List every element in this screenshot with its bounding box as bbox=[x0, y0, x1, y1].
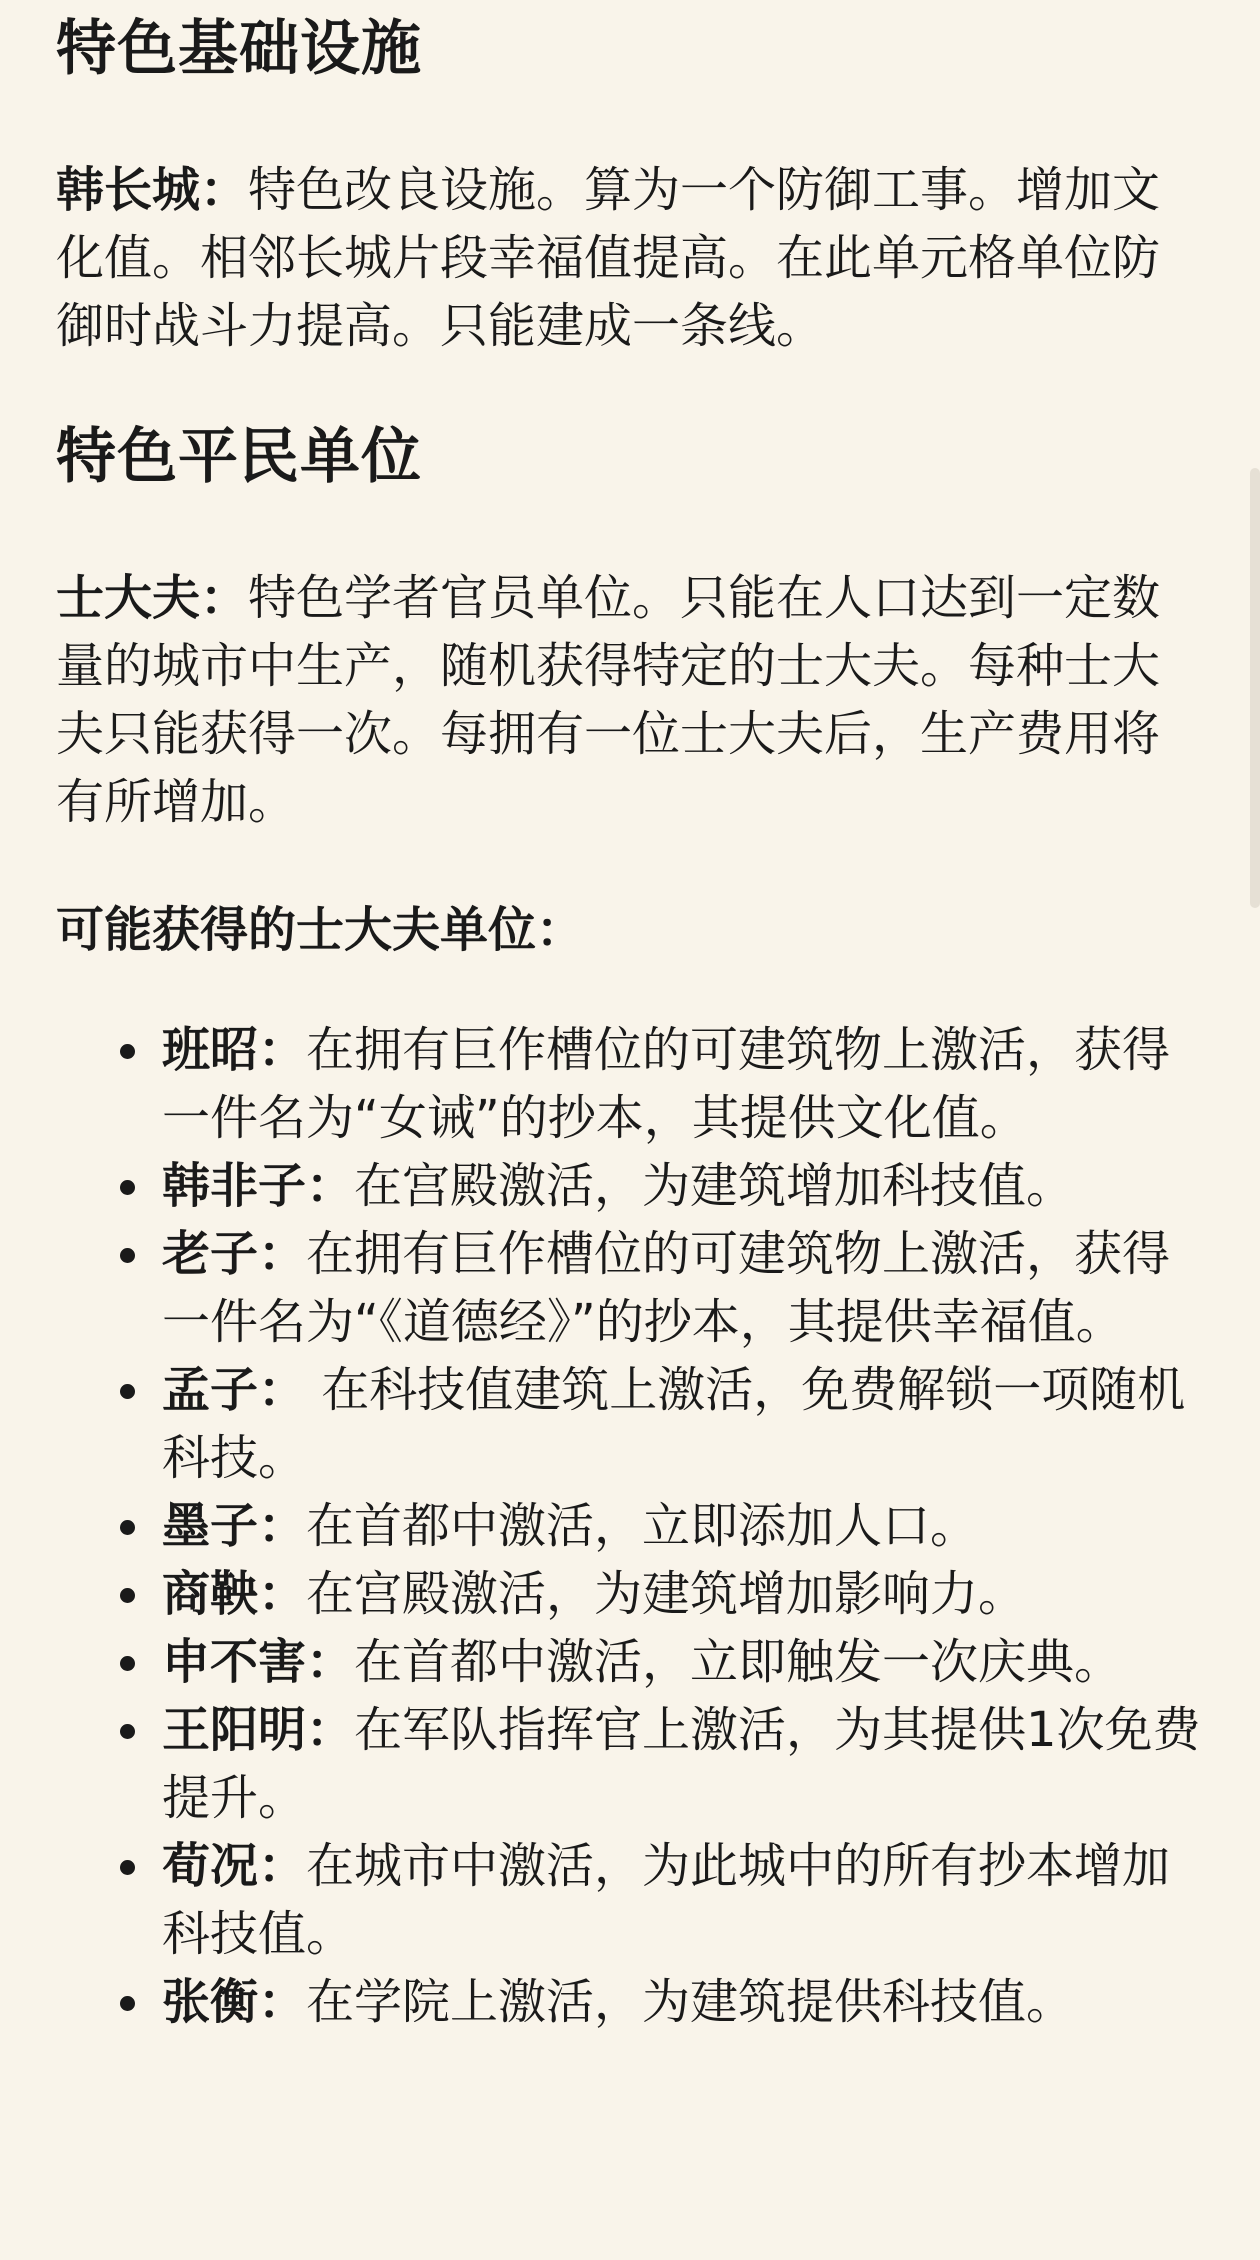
scrollbar[interactable] bbox=[1250, 468, 1260, 908]
scholar-name: 荀况： bbox=[162, 1838, 307, 1894]
scholar-name: 老子： bbox=[162, 1226, 307, 1282]
list-item-wang-yangming bbox=[162, 1696, 1206, 1832]
scholar-effect: 在城市中激活，为此城中的所有抄本增加科技值。 bbox=[162, 1838, 1171, 1962]
section-heading-civilian-unit: 特色平民单位 bbox=[56, 422, 422, 492]
list-item-shen-buhai bbox=[162, 1628, 1206, 1696]
scholar-name: 商鞅： bbox=[162, 1566, 307, 1622]
scholar-effect: 在首都中激活，立即添加人口。 bbox=[306, 1498, 979, 1554]
paragraph-great-wall bbox=[56, 156, 1206, 360]
scholar-effect: 在宫殿激活，为建筑增加影响力。 bbox=[306, 1566, 1027, 1622]
list-item-xun-kuang bbox=[162, 1832, 1206, 1968]
term-shidafu: 士大夫： bbox=[56, 570, 249, 626]
list-item-laozi bbox=[162, 1220, 1206, 1356]
scholar-effect: 在学院上激活，为建筑提供科技值。 bbox=[306, 1974, 1075, 2030]
scholar-effect: 在军队指挥官上激活，为其提供1次免费提升。 bbox=[162, 1702, 1201, 1826]
scholar-name: 王阳明： bbox=[162, 1702, 355, 1758]
scholar-name: 申不害： bbox=[162, 1634, 355, 1690]
term-great-wall: 韩长城： bbox=[56, 162, 249, 218]
scholar-effect: 在拥有巨作槽位的可建筑物上激活，获得一件名为“《道德经》”的抄本，其提供幸福值。 bbox=[162, 1226, 1171, 1350]
scholar-name: 班昭： bbox=[162, 1022, 307, 1078]
scholar-list-label: 可能获得的士大夫单位： bbox=[56, 902, 585, 958]
paragraph-shidafu bbox=[56, 564, 1206, 836]
description-shidafu: 特色学者官员单位。只能在人口达到一定数量的城市中生产，随机获得特定的士大夫。每种士大夫只能获得一次。每拥有一位士大夫后，生产费用将有所增加。 bbox=[56, 570, 1161, 830]
description-great-wall: 特色改良设施。算为一个防御工事。增加文化值。相邻长城片段幸福值提高。在此单元格单位防御时战斗力提高。只能建成一条线。 bbox=[56, 162, 1161, 354]
list-item-shang-yang bbox=[162, 1560, 1206, 1628]
scholar-effect: 在科技值建筑上激活，免费解锁一项随机科技。 bbox=[162, 1362, 1186, 1486]
list-item-zhang-heng bbox=[162, 1968, 1206, 2036]
scholar-list bbox=[56, 1016, 1206, 2036]
list-item-mengzi bbox=[162, 1356, 1206, 1492]
scholar-name: 张衡： bbox=[162, 1974, 307, 2030]
scholar-effect: 在拥有巨作槽位的可建筑物上激活，获得一件名为“女诫”的抄本，其提供文化值。 bbox=[162, 1022, 1171, 1146]
list-item-mozi bbox=[162, 1492, 1206, 1560]
scholar-name: 韩非子： bbox=[162, 1158, 355, 1214]
section-heading-infrastructure: 特色基础设施 bbox=[56, 14, 422, 84]
list-item-han-feizi bbox=[162, 1152, 1206, 1220]
scholar-name: 墨子： bbox=[162, 1498, 307, 1554]
scholar-effect: 在宫殿激活，为建筑增加科技值。 bbox=[354, 1158, 1075, 1214]
scholar-name: 孟子： bbox=[162, 1362, 307, 1418]
list-item-ban-zhao bbox=[162, 1016, 1206, 1152]
scholar-effect: 在首都中激活，立即触发一次庆典。 bbox=[354, 1634, 1123, 1690]
article bbox=[56, 0, 1206, 2036]
